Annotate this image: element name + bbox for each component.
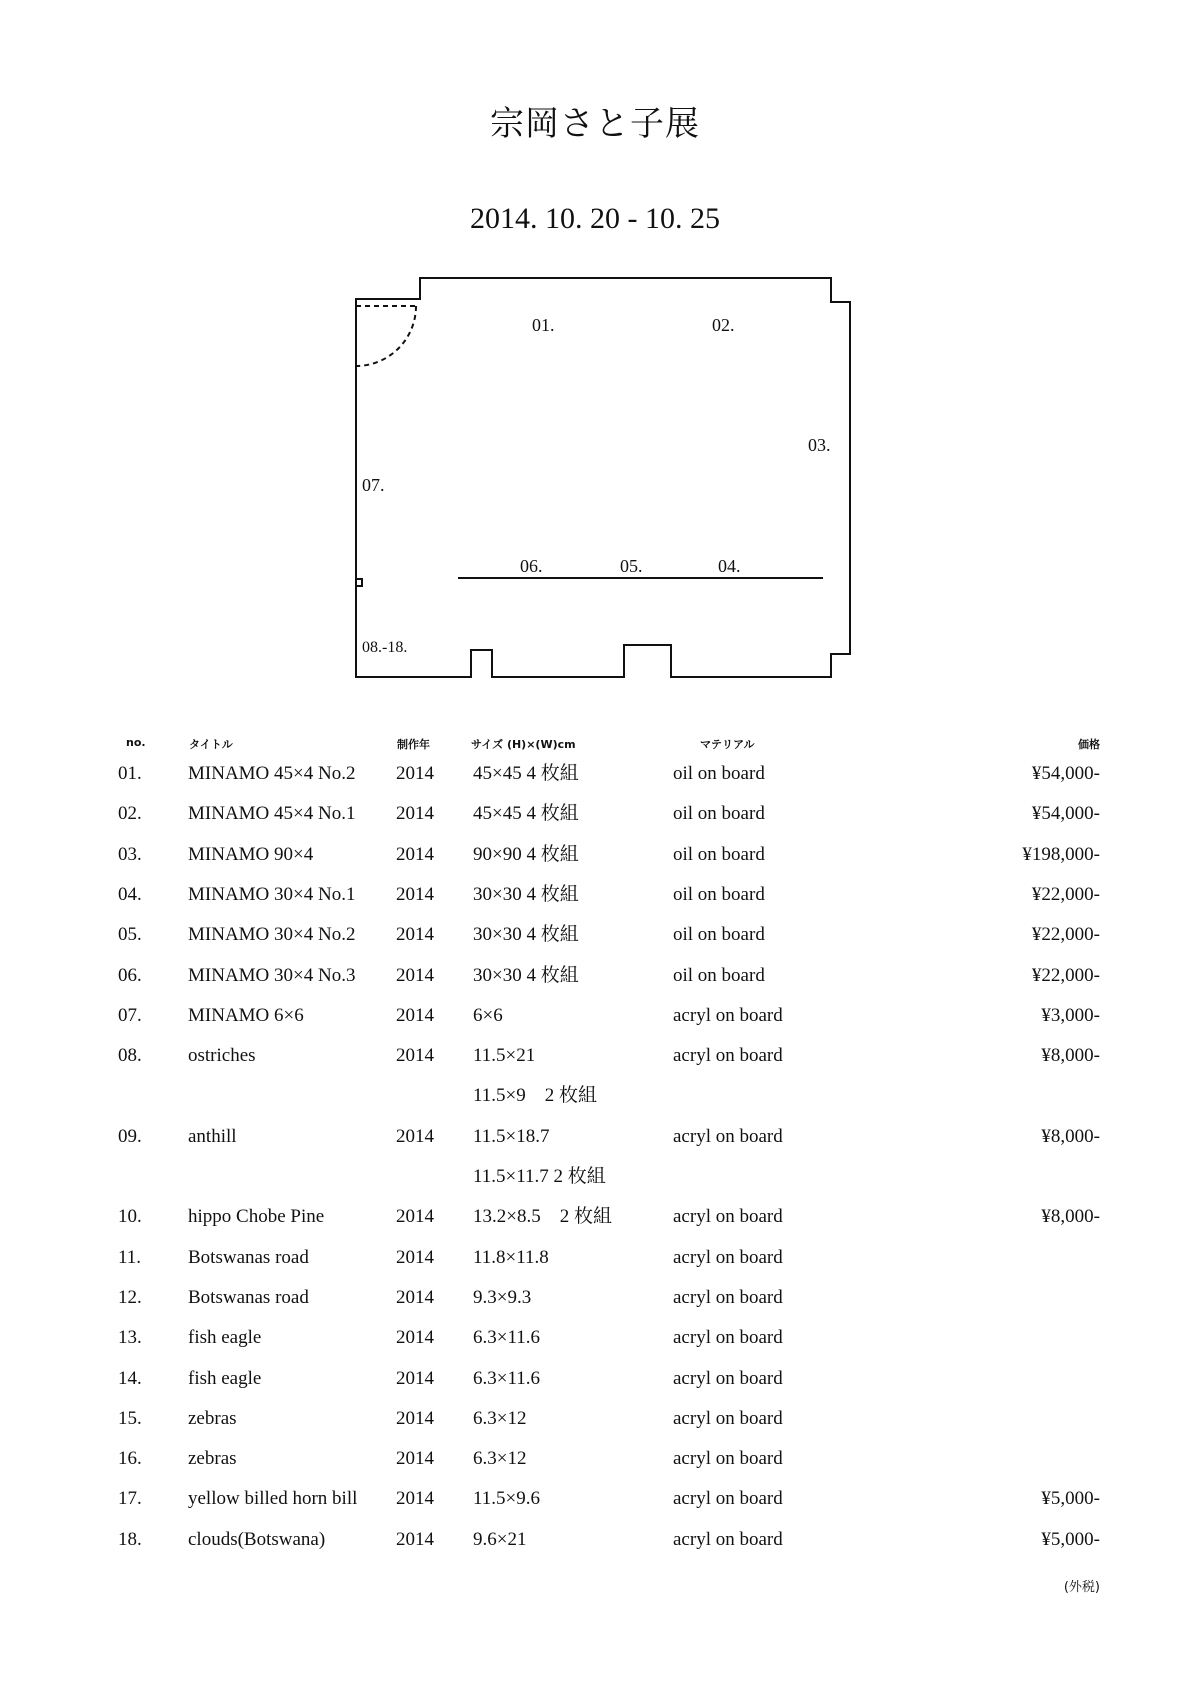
cell-price: ¥54,000- (1031, 803, 1100, 825)
cell-year: 2014 (396, 1488, 434, 1510)
header-material: マテリアル (700, 738, 755, 751)
table-row (0, 962, 1190, 990)
cell-material: acryl on board (673, 1528, 783, 1550)
header-title: タイトル (189, 738, 233, 751)
cell-price: ¥5,000- (1041, 1488, 1100, 1510)
floor-plan-walls (356, 278, 850, 677)
cell-no: 02. (118, 803, 142, 825)
floor-plan (340, 275, 860, 685)
cell-price: ¥22,000- (1031, 924, 1100, 946)
cell-year: 2014 (396, 1045, 434, 1067)
table-header (0, 736, 1190, 756)
cell-size: 6×6 (473, 1004, 503, 1026)
cell-no: 06. (118, 964, 142, 986)
cell-material: oil on board (673, 883, 765, 905)
cell-title: zebras (188, 1448, 237, 1470)
cell-title: MINAMO 30×4 No.1 (188, 883, 356, 905)
table-row (0, 1042, 1190, 1070)
cell-size: 9.3×9.3 (473, 1286, 532, 1308)
cell-no: 14. (118, 1367, 142, 1389)
cell-size: 9.6×21 (473, 1528, 527, 1550)
cell-material: oil on board (673, 964, 765, 986)
cell-title: MINAMO 45×4 No.2 (188, 763, 356, 784)
cell-year: 2014 (396, 803, 434, 825)
cell-price: ¥8,000- (1041, 1045, 1100, 1067)
table-row (0, 1526, 1190, 1554)
table-row (0, 1244, 1190, 1272)
header-no: no. (126, 736, 146, 749)
cell-title: anthill (188, 1125, 237, 1147)
cell-size: 30×30 4 枚組 (473, 924, 579, 946)
cell-material: acryl on board (673, 1004, 783, 1026)
cell-size: 6.3×11.6 (473, 1367, 541, 1389)
table-row (0, 1445, 1190, 1473)
cell-material: oil on board (673, 763, 765, 784)
cell-year: 2014 (396, 924, 434, 946)
cell-size: 11.5×21 (473, 1045, 536, 1067)
cell-price: ¥5,000- (1041, 1528, 1100, 1550)
cell-price: ¥198,000- (1022, 843, 1100, 865)
plan-label-03: 03. (808, 435, 831, 455)
plan-label-02: 02. (712, 315, 735, 335)
table-row (0, 1284, 1190, 1312)
cell-no: 03. (118, 843, 142, 865)
cell-year: 2014 (396, 843, 434, 865)
plan-label-05: 05. (620, 556, 643, 576)
table-row (0, 1324, 1190, 1352)
exhibition-dates: 2014. 10. 20 - 10. 25 (470, 202, 720, 235)
cell-no: 10. (118, 1206, 142, 1228)
table-row (0, 921, 1190, 949)
cell-size: 45×45 4 枚組 (473, 763, 579, 784)
plan-label-06: 06. (520, 556, 543, 576)
cell-title: clouds(Botswana) (188, 1528, 326, 1550)
header-size: サイズ (H)×(W)cm (471, 738, 576, 751)
cell-size: 90×90 4 枚組 (473, 843, 579, 865)
cell-no: 08. (118, 1045, 142, 1067)
cell-title: MINAMO 45×4 No.1 (188, 803, 356, 825)
cell-material: acryl on board (673, 1045, 783, 1067)
cell-material: acryl on board (673, 1367, 783, 1389)
cell-size: 45×45 4 枚組 (473, 803, 579, 825)
cell-no: 01. (118, 763, 142, 784)
cell-material: acryl on board (673, 1448, 783, 1470)
table-row (0, 841, 1190, 869)
cell-year: 2014 (396, 1528, 434, 1550)
cell-size: 30×30 4 枚組 (473, 964, 579, 986)
table-row (0, 1123, 1190, 1151)
cell-material: acryl on board (673, 1488, 783, 1510)
cell-title: MINAMO 6×6 (188, 1004, 304, 1026)
cell-title: zebras (188, 1407, 237, 1429)
cell-year: 2014 (396, 964, 434, 986)
cell-size: 30×30 4 枚組 (473, 883, 579, 905)
cell-title: fish eagle (188, 1327, 262, 1349)
cell-year: 2014 (396, 1206, 434, 1228)
cell-material: acryl on board (673, 1407, 783, 1429)
cell-price: ¥22,000- (1031, 964, 1100, 986)
cell-year: 2014 (396, 763, 434, 784)
table-row (0, 1082, 1190, 1110)
table-row (0, 1485, 1190, 1513)
cell-size: 11.5×9.6 (473, 1488, 541, 1510)
cell-price: ¥3,000- (1041, 1004, 1100, 1026)
cell-no: 17. (118, 1488, 142, 1510)
cell-title: fish eagle (188, 1367, 262, 1389)
cell-size: 13.2×8.5 2 枚組 (473, 1206, 612, 1228)
table-row (0, 1163, 1190, 1191)
cell-size: 11.5×9 2 枚組 (473, 1085, 598, 1107)
cell-title: Botswanas road (188, 1286, 309, 1308)
cell-material: oil on board (673, 803, 765, 825)
cell-no: 16. (118, 1448, 142, 1470)
table-row (0, 800, 1190, 828)
cell-title: MINAMO 90×4 (188, 843, 314, 865)
cell-title: hippo Chobe Pine (188, 1206, 325, 1228)
cell-price: ¥8,000- (1041, 1125, 1100, 1147)
cell-year: 2014 (396, 1367, 434, 1389)
cell-title: Botswanas road (188, 1246, 309, 1268)
cell-size: 11.5×18.7 (473, 1125, 550, 1147)
table-row (0, 1365, 1190, 1393)
plan-label-04: 04. (718, 556, 741, 576)
cell-material: acryl on board (673, 1246, 783, 1268)
table-row (0, 1405, 1190, 1433)
cell-price: ¥22,000- (1031, 883, 1100, 905)
cell-year: 2014 (396, 1407, 434, 1429)
cell-no: 04. (118, 883, 142, 905)
cell-size: 6.3×11.6 (473, 1327, 541, 1349)
cell-material: oil on board (673, 843, 765, 865)
cell-title: yellow billed horn bill (188, 1488, 358, 1510)
cell-title: MINAMO 30×4 No.3 (188, 964, 356, 986)
cell-price: ¥54,000- (1031, 763, 1100, 784)
cell-title: ostriches (188, 1045, 256, 1067)
cell-no: 12. (118, 1286, 142, 1308)
cell-year: 2014 (396, 1246, 434, 1268)
cell-title: MINAMO 30×4 No.2 (188, 924, 356, 946)
table-row (0, 760, 1190, 788)
cell-year: 2014 (396, 1286, 434, 1308)
table-row (0, 881, 1190, 909)
cell-material: acryl on board (673, 1125, 783, 1147)
cell-size: 6.3×12 (473, 1448, 527, 1470)
plan-label-07: 07. (362, 475, 385, 495)
cell-no: 05. (118, 924, 142, 946)
plan-label-01: 01. (532, 315, 555, 335)
cell-material: oil on board (673, 924, 765, 946)
cell-size: 11.8×11.8 (473, 1246, 549, 1268)
cell-year: 2014 (396, 1004, 434, 1026)
header-price: 価格 (1078, 738, 1100, 751)
table-row (0, 1002, 1190, 1030)
cell-no: 11. (118, 1246, 142, 1268)
plan-label-08-18: 08.-18. (362, 639, 408, 656)
header-year: 制作年 (397, 738, 430, 751)
cell-year: 2014 (396, 1327, 434, 1349)
cell-price: ¥8,000- (1041, 1206, 1100, 1228)
cell-material: acryl on board (673, 1206, 783, 1228)
cell-no: 09. (118, 1125, 142, 1147)
cell-no: 18. (118, 1528, 142, 1550)
cell-no: 13. (118, 1327, 142, 1349)
tax-note: (外税) (1063, 1580, 1100, 1595)
cell-year: 2014 (396, 1448, 434, 1470)
cell-material: acryl on board (673, 1327, 783, 1349)
cell-size: 6.3×12 (473, 1407, 527, 1429)
cell-no: 07. (118, 1004, 142, 1026)
cell-material: acryl on board (673, 1286, 783, 1308)
cell-year: 2014 (396, 883, 434, 905)
cell-no: 15. (118, 1407, 142, 1429)
cell-size: 11.5×11.7 2 枚組 (473, 1166, 606, 1187)
exhibition-title: 宗岡さと子展 (490, 104, 700, 144)
table-row (0, 1203, 1190, 1231)
cell-year: 2014 (396, 1125, 434, 1147)
